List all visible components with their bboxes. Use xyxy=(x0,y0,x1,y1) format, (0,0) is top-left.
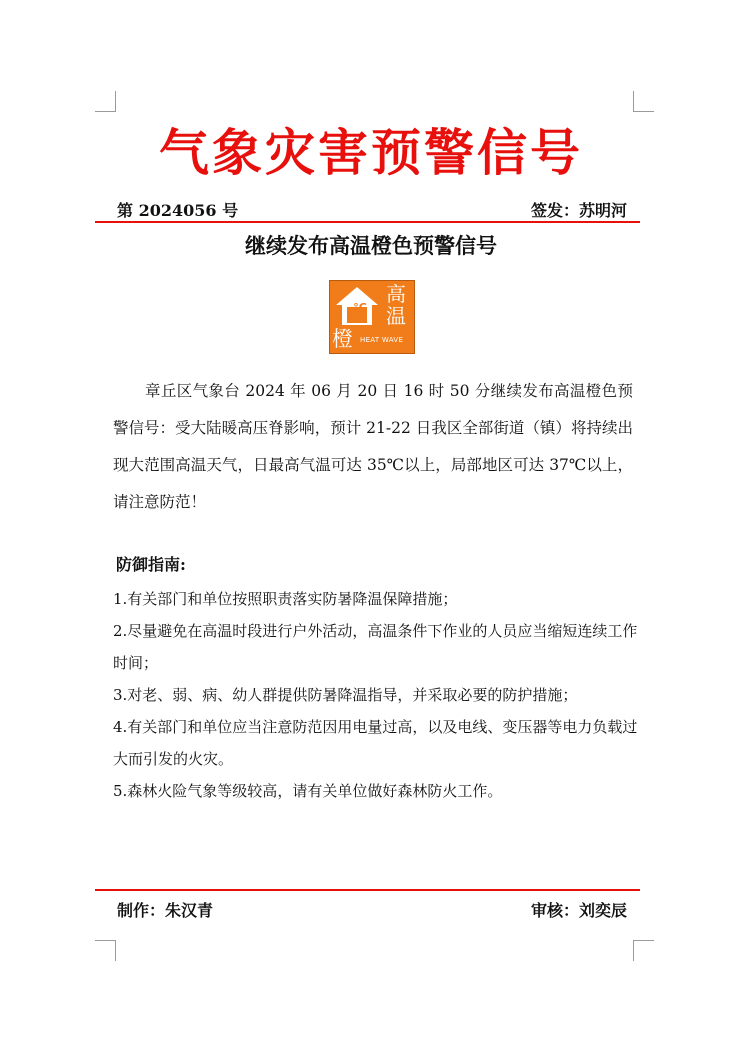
signer: 签发：苏明河 xyxy=(530,201,627,220)
guide-heading: 防御指南: xyxy=(116,555,186,574)
guide-item: 2.尽量避免在高温时段进行户外活动，高温条件下作业的人员应当缩短连续工作时间； xyxy=(113,622,638,672)
footer-meta xyxy=(117,898,627,922)
crop-mark-bottom-left xyxy=(95,940,116,961)
maker: 制作：朱汉青 xyxy=(117,901,214,920)
guide-item: 1.有关部门和单位按照职责落实防暑降温保障措施； xyxy=(113,590,458,608)
crop-mark-top-right xyxy=(633,91,654,112)
guide-list xyxy=(113,583,638,807)
guide-item: 3.对老、弱、病、幼人群提供防暑降温指导，并采取必要的防护措施； xyxy=(113,686,578,704)
masthead: 气象灾害预警信号 xyxy=(159,124,583,182)
badge-char-temp: 温 xyxy=(386,304,406,328)
crop-mark-bottom-right xyxy=(633,940,654,961)
document-title: 继续发布高温橙色预警信号 xyxy=(245,233,497,258)
badge-degree: °C xyxy=(353,301,367,314)
badge-english: HEAT WAVE xyxy=(360,336,404,344)
badge-char-orange: 橙 xyxy=(332,327,353,351)
issue-number: 第 2024056 号 xyxy=(117,201,239,220)
guide-item: 4.有关部门和单位应当注意防范因用电量过高，以及电线、变压器等电力负载过大而引发的火灾。 xyxy=(113,718,638,768)
guide-item: 5.森林火险气象等级较高，请有关单位做好森林防火工作。 xyxy=(113,782,503,800)
crop-mark-top-left xyxy=(95,91,116,112)
footer-rule xyxy=(95,889,640,891)
warning-body: 章丘区气象台 2024 年 06 月 20 日 16 时 50 分继续发布高温橙色预警信号：受大陆暖高压脊影响，预计 21-22 日我区全部街道（镇）将持续出现大范围高温天气，日最高气温可达 35℃以上，局部地区可达 37℃以上，请注意防范！ xyxy=(113,382,633,511)
heat-warning-orange-icon xyxy=(329,280,415,354)
header-rule xyxy=(95,221,640,223)
reviewer: 审核：刘奕辰 xyxy=(530,901,627,920)
header-meta xyxy=(117,198,627,222)
badge-char-high: 高 xyxy=(386,282,406,306)
